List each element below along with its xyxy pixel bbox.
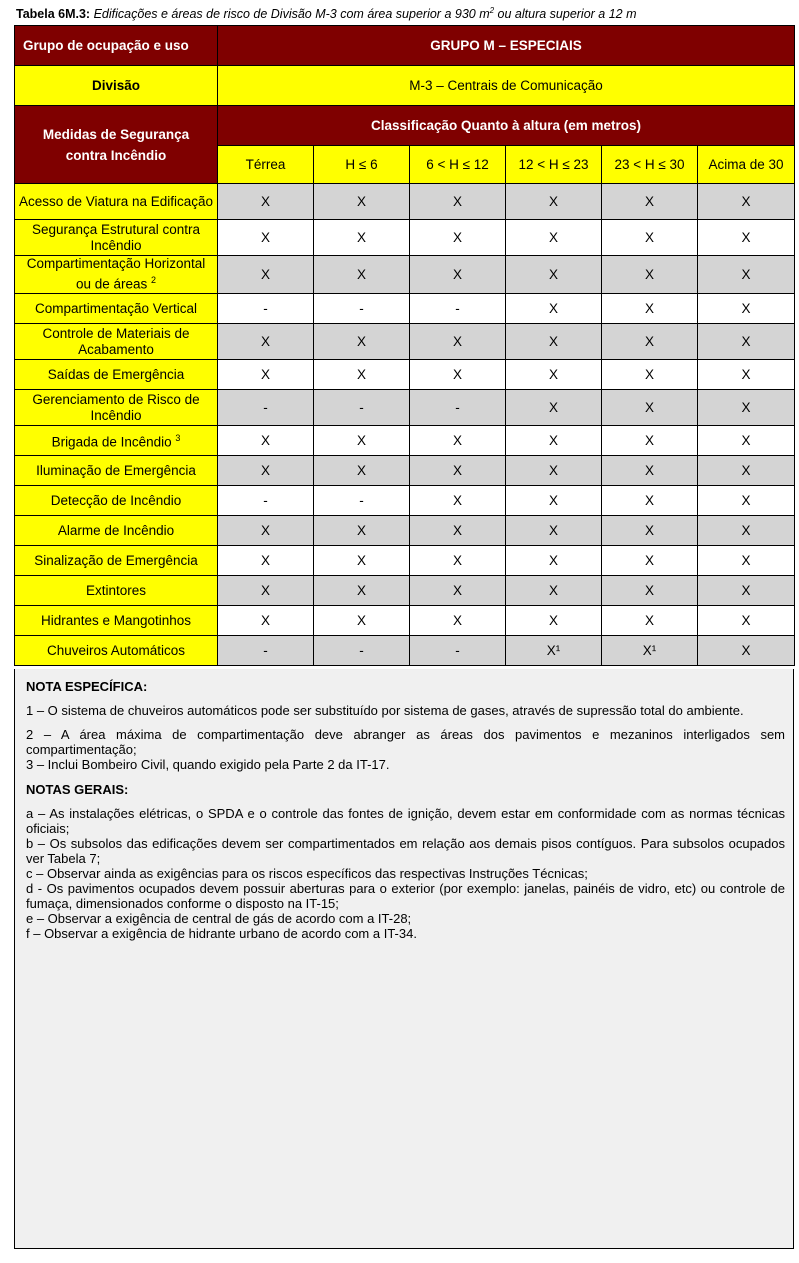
requirement-cell: X [506,294,602,324]
requirement-cell: X [314,324,410,360]
requirement-cell: X [602,220,698,256]
caption-label: Tabela 6M.3: [16,7,91,22]
requirement-cell: X [602,576,698,606]
requirement-cell: X [410,426,506,456]
requirement-cell: X [602,256,698,294]
height-column-header: Térrea [218,146,314,184]
table-row [15,576,795,606]
general-notes-list [26,806,785,941]
requirement-cell: X [602,486,698,516]
requirement-cell: X [218,576,314,606]
general-note-item: c – Observar ainda as exigências para os riscos específicos das respectivas Instruções Técnicas; [26,866,588,881]
requirement-cell: - [218,486,314,516]
requirement-cell: X [602,390,698,426]
general-note-item: b – Os subsolos das edificações devem ser compartimentados em relação aos demais pisos contíguos. Para subsolos ocupados ver Tabela 7; [26,836,785,866]
requirement-cell: X [218,256,314,294]
requirement-cell: - [410,636,506,666]
notes-panel [14,669,794,1249]
requirement-cell: X [506,486,602,516]
specific-note-item: 3 – Inclui Bombeiro Civil, quando exigido pela Parte 2 da IT-17. [26,757,390,772]
requirement-cell: X [602,546,698,576]
requirement-cell: X [410,546,506,576]
height-column-header: 12 < H ≤ 23 [506,146,602,184]
requirement-cell: X [602,456,698,486]
group-label-cell: Grupo de ocupação e uso [15,26,218,66]
measure-label-cell: Compartimentação Horizontal ou de áreas $^2$ [15,256,218,294]
requirement-cell: X [314,256,410,294]
general-note-item: e – Observar a exigência de central de gás de acordo com a IT-28; [26,911,412,926]
requirement-cell: X [602,426,698,456]
measure-label-cell: Extintores [15,576,218,606]
measure-label-cell: Controle de Materiais de Acabamento [15,324,218,360]
requirement-cell: X [218,426,314,456]
requirement-cell: X [314,516,410,546]
requirement-cell: X [698,606,795,636]
measure-label-cell: Brigada de Incêndio $^3$ [15,426,218,456]
measure-label-cell: Detecção de Incêndio [15,486,218,516]
requirement-cell: X [698,576,795,606]
requirement-cell: X [314,546,410,576]
requirement-cell: X [314,184,410,220]
requirement-cell: X¹ [506,636,602,666]
requirement-cell: - [314,390,410,426]
general-notes-title: NOTAS GERAIS: [26,782,129,797]
requirement-cell: - [218,636,314,666]
table-row [15,636,795,666]
requirement-cell: X [506,516,602,546]
specific-notes-list [26,703,785,772]
requirement-cell: X [314,576,410,606]
table-row [15,426,795,456]
requirement-cell: X [602,324,698,360]
measure-label-cell: Chuveiros Automáticos [15,636,218,666]
requirement-cell: - [410,390,506,426]
requirement-cell: X [218,220,314,256]
requirement-cell: X [698,294,795,324]
measure-label-cell: Hidrantes e Mangotinhos [15,606,218,636]
requirement-cell: X [698,486,795,516]
measure-label-cell: Sinalização de Emergência [15,546,218,576]
requirement-cell: X [698,516,795,546]
requirement-cell: X [218,456,314,486]
requirement-cell: X [218,360,314,390]
caption-text: Edificações e áreas de risco de Divisão M-3 com área superior a 930 m [93,7,490,22]
requirement-cell: X [506,426,602,456]
requirement-cell: X [506,360,602,390]
requirement-cell: X [602,360,698,390]
caption-superscript: 2 [489,6,495,15]
general-note-item: d - Os pavimentos ocupados devem possuir aberturas para o exterior (por exemplo: janelas, painéis de vidro, etc) ou controle de fumaça, dimensionados conforme o disposto na IT-15; [26,881,785,911]
requirement-cell: X [410,606,506,636]
requirement-cell: X [602,294,698,324]
requirement-cell: X [314,220,410,256]
requirement-cell: - [314,294,410,324]
measure-label-cell: Compartimentação Vertical [15,294,218,324]
measures-label-cell: Medidas de Segurança contra Incêndio [15,106,218,184]
measure-label-cell: Iluminação de Emergência [15,456,218,486]
requirement-cell: X [314,606,410,636]
table-row [15,456,795,486]
table-row [15,256,795,294]
table-row [15,606,795,636]
requirement-cell: X [698,220,795,256]
requirement-cell: X [218,516,314,546]
table-row [15,486,795,516]
requirement-cell: X [410,486,506,516]
requirement-cell: X [506,324,602,360]
table-row [15,324,795,360]
height-column-header: H ≤ 6 [314,146,410,184]
requirement-cell: X [314,426,410,456]
measure-label-cell: Segurança Estrutural contra Incêndio [15,220,218,256]
requirement-cell: X [218,546,314,576]
requirement-cell: X [698,324,795,360]
general-note-item: f – Observar a exigência de hidrante urbano de acordo com a IT-34. [26,926,417,941]
measure-label-cell: Alarme de Incêndio [15,516,218,546]
requirement-cell: X [506,546,602,576]
requirement-cell: X [698,636,795,666]
requirement-cell: X [410,220,506,256]
requirement-cell: X [506,390,602,426]
table-row [15,184,795,220]
measure-label-cell: Acesso de Viatura na Edificação [15,184,218,220]
measure-label-cell: Saídas de Emergência [15,360,218,390]
table-row [15,390,795,426]
classification-label-cell: Classificação Quanto à altura (em metros) [218,106,795,146]
requirement-cell: X [410,256,506,294]
requirement-cell: X [602,606,698,636]
table-row [15,360,795,390]
requirement-cell: X [698,546,795,576]
requirement-cell: X [698,456,795,486]
specific-note-item: 1 – O sistema de chuveiros automáticos pode ser substituído por sistema de gases, através de supressão total do ambiente. [26,703,744,718]
requirement-cell: X [410,576,506,606]
requirement-cell: X [698,360,795,390]
requirement-cell: X [314,360,410,390]
requirement-cell: X [506,576,602,606]
requirement-cell: X [506,184,602,220]
requirement-cell: X [506,256,602,294]
height-column-header: 23 < H ≤ 30 [602,146,698,184]
requirement-cell: X [218,606,314,636]
height-column-header: Acima de 30 [698,146,795,184]
requirement-cell: X [410,360,506,390]
caption-text-end: ou altura superior a 12 m [497,7,637,22]
requirement-cell: X [410,456,506,486]
requirement-cell: - [314,486,410,516]
general-note-item: a – As instalações elétricas, o SPDA e o controle das fontes de ignição, devem estar em conformidade com as normas técnicas oficiais; [26,806,785,836]
division-value-cell: M-3 – Centrais de Comunicação [218,66,795,106]
requirement-cell: X [506,456,602,486]
group-value-cell: GRUPO M – ESPECIAIS [218,26,795,66]
requirement-cell: X [410,324,506,360]
table-row [15,294,795,324]
height-column-header: 6 < H ≤ 12 [410,146,506,184]
requirement-cell: X [506,606,602,636]
requirement-cell: - [410,294,506,324]
specific-note-item: 2 – A área máxima de compartimentação deve abranger as áreas dos pavimentos e mezaninos interligados sem compartimentação; [26,727,785,757]
requirement-cell: - [218,294,314,324]
table-row [15,220,795,256]
requirement-cell: X [698,390,795,426]
requirement-cell: X [314,456,410,486]
requirement-cell: X [410,184,506,220]
requirement-cell: X [410,516,506,546]
requirement-cell: X [602,184,698,220]
requirement-cell: - [218,390,314,426]
requirement-cell: - [314,636,410,666]
division-label-cell: Divisão [15,66,218,106]
table-caption [16,6,637,21]
requirement-cell: X [218,324,314,360]
requirement-cell: X [698,426,795,456]
requirement-cell: X [698,184,795,220]
requirement-cell: X [698,256,795,294]
specific-notes-title: NOTA ESPECÍFICA: [26,679,148,694]
measure-label-cell: Gerenciamento de Risco de Incêndio [15,390,218,426]
table-row [15,516,795,546]
requirement-cell: X [602,516,698,546]
requirement-cell: X [218,184,314,220]
requirement-cell: X¹ [602,636,698,666]
requirement-cell: X [506,220,602,256]
table-row [15,546,795,576]
safety-measures-table [14,25,795,666]
